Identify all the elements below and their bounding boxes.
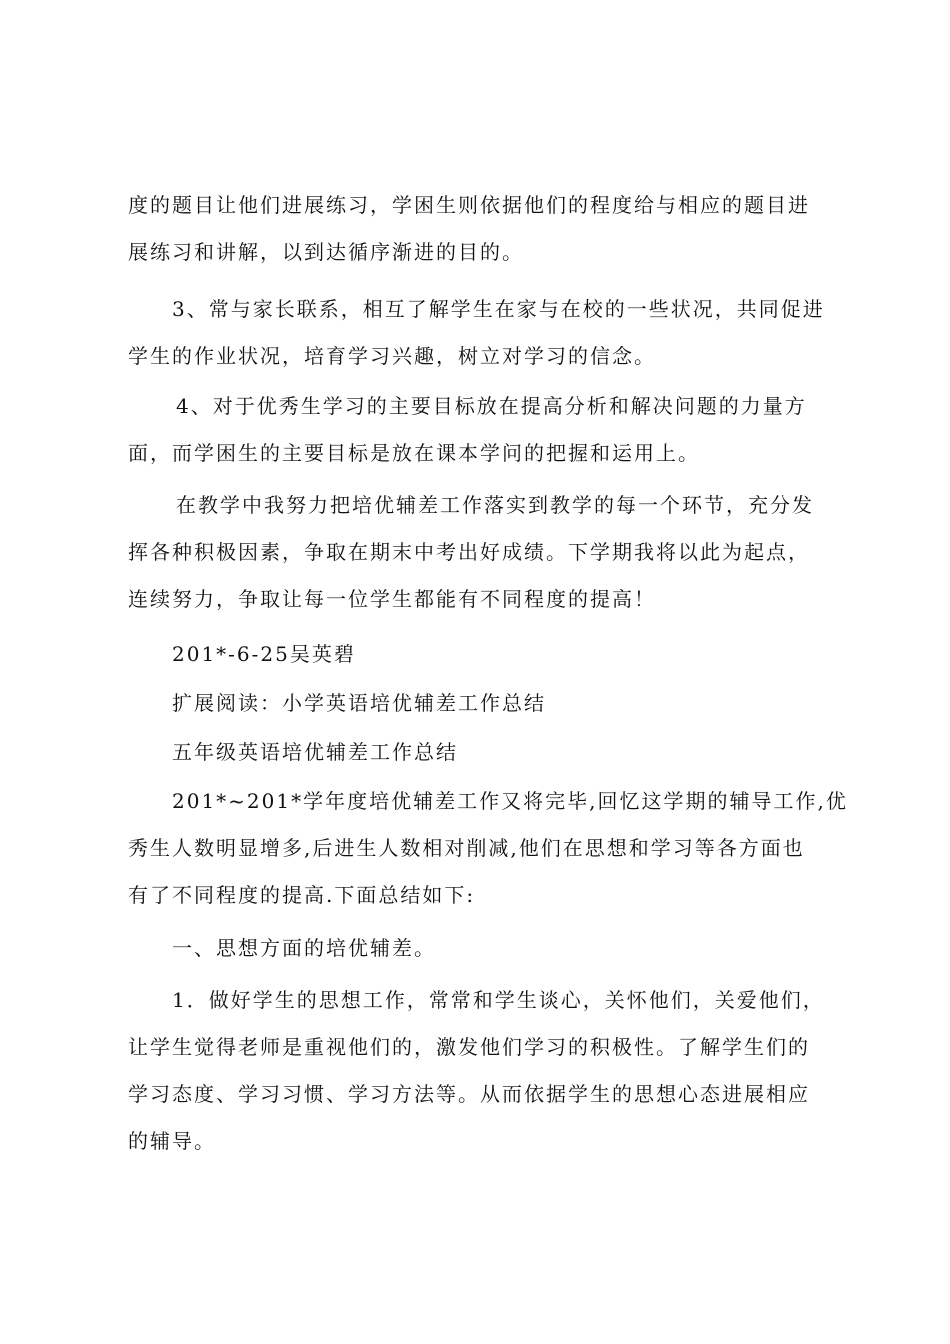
extended-reading-line [128, 680, 828, 727]
paragraph-8 [128, 778, 848, 919]
text-line: 1．做好学生的思想工作，常常和学生谈心，关怀他们，关爱他们， [172, 988, 825, 1012]
text-line: 4、对于优秀生学习的主要目标放在提高分析和解决问题的力量方 [176, 394, 807, 418]
text-line: 扩展阅读：小学英语培优辅差工作总结 [172, 691, 546, 715]
text-line: 学习态度、学习习惯、学习方法等。从而依据学生的思想心态进展相应 [128, 1082, 810, 1106]
section-title [128, 729, 828, 776]
paragraph-1 [128, 182, 828, 276]
subsection-heading [128, 925, 828, 972]
text-line: 在教学中我努力把培优辅差工作落实到教学的每一个环节，充分发 [176, 493, 814, 517]
text-line: 挥各种积极因素，争取在期末中考出好成绩。下学期我将以此为起点， [128, 540, 810, 564]
text-line: 3、常与家长联系，相互了解学生在家与在校的一些状况，共同促进 [172, 297, 825, 321]
text-line: 201*~201*学年度培优辅差工作又将完毕,回忆这学期的辅导工作,优 [172, 789, 848, 813]
paragraph-4 [128, 482, 828, 623]
text-line: 五年级英语培优辅差工作总结 [172, 740, 458, 764]
text-line: 展练习和讲解，以到达循序渐进的目的。 [128, 240, 524, 264]
text-line: 的辅导。 [128, 1129, 216, 1153]
paragraph-10 [128, 977, 828, 1165]
text-line: 秀生人数明显增多,后进生人数相对削减,他们在思想和学习等各方面也 [128, 836, 805, 860]
paragraph-2 [128, 286, 828, 380]
signature-date-line [128, 631, 828, 678]
text-line: 201*-6-25吴英碧 [172, 642, 356, 666]
text-line: 一、思想方面的培优辅差。 [172, 936, 436, 960]
text-line: 有了不同程度的提高.下面总结如下: [128, 883, 476, 907]
text-line: 连续努力，争取让每一位学生都能有不同程度的提高！ [128, 587, 656, 611]
paragraph-3 [128, 383, 828, 477]
text-line: 学生的作业状况，培育学习兴趣，树立对学习的信念。 [128, 344, 656, 368]
text-line: 度的题目让他们进展练习，学困生则依据他们的程度给与相应的题目进 [128, 193, 810, 217]
text-line: 让学生觉得老师是重视他们的，激发他们学习的积极性。了解学生们的 [128, 1035, 810, 1059]
text-line: 面，而学困生的主要目标是放在课本学问的把握和运用上。 [128, 441, 700, 465]
